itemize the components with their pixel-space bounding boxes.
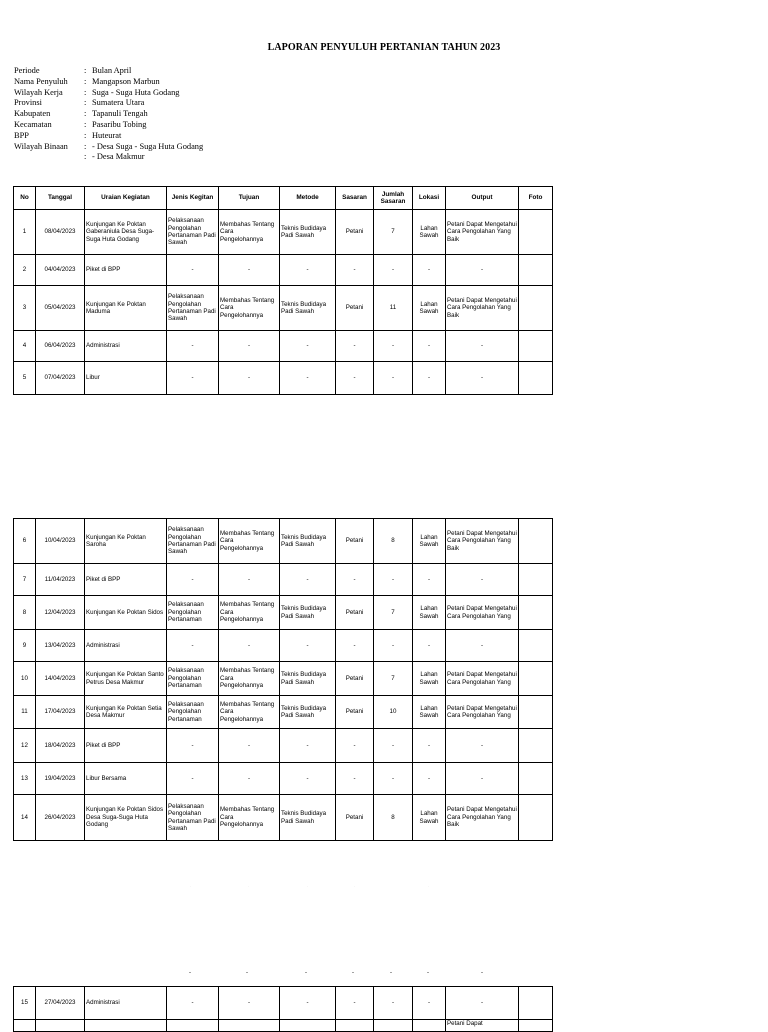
cell-tujuan: Membahas Tentang Cara Pengelohannya [219,519,280,564]
cell-lokasi: Lahan Sawah [413,596,446,630]
info-row [14,120,203,131]
info-row [14,131,203,142]
cell-foto [519,255,553,286]
cell-no: 14 [14,795,36,841]
cell-lokasi: Lahan Sawah [413,210,446,255]
cell-tanggal: 06/04/2023 [36,331,85,362]
cell-jenis: - [167,987,219,1020]
cell-jumlah: 7 [374,662,413,696]
cell-sasaran: Petani [336,662,374,696]
cell-lokasi: - [413,564,446,596]
cell-output: - [446,362,519,395]
cell-metode: Teknis Budidaya Padi Sawah [280,795,336,841]
cell-jenis: Pelaksanaan Pengolahan Pertanaman Padi Sawah [167,286,219,331]
cell-lokasi: Lahan Sawah [413,662,446,696]
cell-no: 3 [14,286,36,331]
cell-jenis: - [167,763,219,795]
cell-tanggal: 18/04/2023 [36,729,85,763]
header-jumlah: Jumlah Sasaran [374,187,413,210]
cell-jenis: - [167,255,219,286]
cell-tujuan: - [219,362,280,395]
cell-tujuan: - [219,564,280,596]
header-tanggal: Tanggal [36,187,85,210]
table-row [14,763,553,795]
cell-jumlah: - [374,564,413,596]
cell-tujuan: Membahas Tentang Cara Pengelohannya [219,210,280,255]
cell-jenis: Pelaksanaan Pengolahan Pertanaman [167,696,219,729]
info-sep: : [84,130,87,140]
cell-sasaran: Petani [336,210,374,255]
cell-no: 11 [14,696,36,729]
cell-jumlah [374,1020,413,1032]
info-label: Wilayah Kerja [14,87,63,97]
info-value: - Desa Makmur [92,152,145,162]
header-lokasi: Lokasi [413,187,446,210]
report-info [14,66,203,163]
table-row [14,795,553,841]
header-output: Output [446,187,519,210]
table-row [14,1020,553,1032]
cell-tujuan: - [219,987,280,1020]
cell-sasaran: Petani [336,286,374,331]
cell-foto [519,210,553,255]
cell-jenis [167,1020,219,1032]
info-sep: : [84,76,87,86]
cell-tujuan: Membahas Tentang Cara Pengelohannya [219,696,280,729]
cell-uraian: Kunjungan Ke Poktan Sidos Desa Suga-Suga Huta Godang [85,795,167,841]
info-row [14,109,203,120]
table-row [14,987,553,1020]
faint-mark: . [354,883,356,888]
cell-tanggal: 11/04/2023 [36,564,85,596]
table-row [14,596,553,630]
cell-uraian: Kunjungan Ke Poktan Santo Petrus Desa Makmur [85,662,167,696]
cell-metode: Teknis Budidaya Padi Sawah [280,696,336,729]
info-label: Nama Penyuluh [14,76,68,86]
cell-jenis: Pelaksanaan Pengolahan Pertanaman Padi Sawah [167,519,219,564]
cell-foto [519,987,553,1020]
cell-tujuan [219,1020,280,1032]
info-sep: : [84,119,87,129]
cell-jenis: - [167,630,219,662]
cell-output: - [446,331,519,362]
cell-lokasi: Lahan Sawah [413,795,446,841]
cell-tujuan: - [219,331,280,362]
info-value: Pasaribu Tobing [92,119,147,129]
cell-no: 8 [14,596,36,630]
cell-sasaran [336,1020,374,1032]
cell-lokasi: - [413,729,446,763]
cell-uraian: Libur Bersama [85,763,167,795]
cell-tujuan: - [219,763,280,795]
cell-output: Petani Dapat Mengetahui Cara Pengolahan Yang Baik [446,795,519,841]
cell-foto [519,763,553,795]
cell-tanggal: 14/04/2023 [36,662,85,696]
cell-uraian [85,1020,167,1032]
cell-sasaran: Petani [336,795,374,841]
cell-uraian: Piket di BPP [85,564,167,596]
cell-jumlah: - [374,362,413,395]
header-metode: Metode [280,187,336,210]
cell-foto [519,795,553,841]
info-value: Bulan April [92,66,132,75]
info-row [14,142,203,153]
info-row [14,88,203,99]
cell-no: 13 [14,763,36,795]
info-sep: : [84,109,87,119]
cell-lokasi: - [413,255,446,286]
cell-sasaran: - [336,729,374,763]
table-row [14,362,553,395]
cell-no: 9 [14,630,36,662]
cell-foto [519,662,553,696]
stray-dash: - [427,970,429,976]
header-no: No [14,187,36,210]
cell-foto [519,362,553,395]
cell-tujuan: Membahas Tentang Cara Pengelohannya [219,662,280,696]
cell-foto [519,286,553,331]
table-row [14,696,553,729]
cell-uraian: Kunjungan Ke Poktan Maduma [85,286,167,331]
cell-uraian: Kunjungan Ke Poktan Setia Desa Makmur [85,696,167,729]
cell-uraian: Administrasi [85,630,167,662]
cell-jenis: Pelaksanaan Pengolahan Pertanaman Padi Sawah [167,795,219,841]
cell-lokasi: - [413,987,446,1020]
cell-no: 6 [14,519,36,564]
header-uraian: Uraian Kegiatan [85,187,167,210]
cell-sasaran: - [336,362,374,395]
header-foto: Foto [519,187,553,210]
cell-foto [519,696,553,729]
cell-jumlah: 7 [374,210,413,255]
activity-table-1 [13,186,553,395]
cell-no: 4 [14,331,36,362]
cell-tanggal: 12/04/2023 [36,596,85,630]
cell-sasaran: - [336,255,374,286]
cell-foto [519,519,553,564]
cell-sasaran: - [336,331,374,362]
cell-tanggal [36,1020,85,1032]
info-value: Tapanuli Tengah [92,109,148,119]
cell-jumlah: - [374,763,413,795]
table-row [14,519,553,564]
cell-tanggal: 13/04/2023 [36,630,85,662]
table-row [14,286,553,331]
info-label [14,152,84,163]
info-row [14,152,203,163]
stray-dash: - [189,970,191,976]
cell-foto [519,564,553,596]
cell-metode: Teknis Budidaya Padi Sawah [280,662,336,696]
report-title: LAPORAN PENYULUH PERTANIAN TAHUN 2023 [267,42,501,53]
cell-sasaran: - [336,987,374,1020]
table-row [14,729,553,763]
cell-jenis: - [167,362,219,395]
cell-lokasi: - [413,362,446,395]
info-value: Sumatera Utara [92,98,145,108]
cell-jenis: - [167,331,219,362]
faint-mark: . [248,883,250,888]
cell-output: Petani Dapat Mengetahui Cara Pengolahan Yang Baik [446,286,519,331]
cell-metode: - [280,362,336,395]
cell-lokasi: - [413,763,446,795]
stray-dash: - [481,970,483,976]
cell-tanggal: 19/04/2023 [36,763,85,795]
cell-jumlah: - [374,331,413,362]
info-value: - Desa Suga - Suga Huta Godang [92,141,204,151]
cell-uraian: Libur [85,362,167,395]
cell-output: Petani Dapat Mengetahui Cara Pengolahan Yang [446,662,519,696]
cell-tujuan: - [219,729,280,763]
cell-jenis: Pelaksanaan Pengolahan Pertanaman [167,596,219,630]
cell-no: 7 [14,564,36,596]
stray-dash: - [246,970,248,976]
info-value: Mangapson Marbun [92,76,160,86]
header-sasaran: Sasaran [336,187,374,210]
info-label: Wilayah Binaan [14,141,68,151]
cell-output: - [446,987,519,1020]
cell-tujuan: Membahas Tentang Cara Pengelohannya [219,795,280,841]
info-row [14,66,203,77]
cell-output: - [446,729,519,763]
cell-no: 15 [14,987,36,1020]
cell-no: 10 [14,662,36,696]
cell-jumlah: 7 [374,596,413,630]
table-row [14,255,553,286]
info-sep: : [84,98,87,108]
cell-sasaran: Petani [336,596,374,630]
cell-sasaran: Petani [336,696,374,729]
info-value: Huteurat [92,130,122,140]
cell-no [14,1020,36,1032]
cell-metode [280,1020,336,1032]
stray-dash: - [390,970,392,976]
info-label: Kecamatan [14,119,52,129]
cell-lokasi: - [413,630,446,662]
cell-tanggal: 10/04/2023 [36,519,85,564]
info-label: Periode [14,66,40,75]
cell-foto [519,630,553,662]
cell-uraian: Kunjungan Ke Poktan Sidos [85,596,167,630]
cell-metode: Teknis Budidaya Padi Sawah [280,286,336,331]
cell-metode: - [280,729,336,763]
cell-foto [519,596,553,630]
cell-uraian: Piket di BPP [85,255,167,286]
cell-uraian: Administrasi [85,987,167,1020]
cell-metode: - [280,331,336,362]
cell-jumlah: - [374,987,413,1020]
cell-metode: - [280,255,336,286]
cell-uraian: Kunjungan Ke Poktan Gaberaniula Desa Suga-Suga Huta Godang [85,210,167,255]
info-value: Suga - Suga Huta Godang [92,87,180,97]
info-row [14,77,203,88]
info-sep: : [84,141,87,151]
cell-jumlah: 10 [374,696,413,729]
cell-metode: Teknis Budidaya Padi Sawah [280,596,336,630]
cell-output: Petani Dapat Mengetahui Cara Pengolahan Yang Baik [446,519,519,564]
cell-jumlah: - [374,729,413,763]
cell-metode: - [280,987,336,1020]
cell-sasaran: - [336,763,374,795]
activity-table-2 [13,518,553,841]
cell-output: Petani Dapat [446,1020,519,1032]
cell-lokasi: - [413,331,446,362]
cell-tanggal: 08/04/2023 [36,210,85,255]
cell-sasaran: - [336,564,374,596]
cell-metode: Teknis Budidaya Padi Sawah [280,519,336,564]
table-row [14,662,553,696]
faint-mark: . [428,883,430,888]
cell-metode: - [280,564,336,596]
cell-tujuan: Membahas Tentang Cara Pengelohannya [219,596,280,630]
cell-foto [519,331,553,362]
stray-dash: - [305,970,307,976]
cell-output: - [446,763,519,795]
cell-tanggal: 04/04/2023 [36,255,85,286]
cell-lokasi: Lahan Sawah [413,696,446,729]
cell-no: 12 [14,729,36,763]
cell-output: Petani Dapat Mengetahui Cara Pengolahan Yang [446,696,519,729]
cell-jumlah: - [374,630,413,662]
info-label: Provinsi [14,98,42,108]
cell-jumlah: 11 [374,286,413,331]
info-sep: : [84,87,87,97]
cell-jumlah: 8 [374,519,413,564]
stray-dash: - [352,970,354,976]
cell-jumlah: 8 [374,795,413,841]
cell-metode: Teknis Budidaya Padi Sawah [280,210,336,255]
table-row [14,331,553,362]
cell-tujuan: Membahas Tentang Cara Pengelohannya [219,286,280,331]
cell-tanggal: 17/04/2023 [36,696,85,729]
cell-jenis: Pelaksanaan Pengolahan Pertanaman [167,662,219,696]
info-label: Kabupaten [14,109,51,119]
cell-uraian: Piket di BPP [85,729,167,763]
cell-sasaran: - [336,630,374,662]
cell-tanggal: 05/04/2023 [36,286,85,331]
faint-mark: . [307,883,309,888]
cell-output: Petani Dapat Mengetahui Cara Pengolahan Yang [446,596,519,630]
cell-output: - [446,564,519,596]
cell-jenis: - [167,564,219,596]
cell-jenis: Pelaksanaan Pengolahan Pertanaman Padi Sawah [167,210,219,255]
cell-tanggal: 07/04/2023 [36,362,85,395]
cell-jenis: - [167,729,219,763]
cell-foto [519,1020,553,1032]
cell-metode: - [280,630,336,662]
cell-lokasi: Lahan Sawah [413,286,446,331]
cell-tanggal: 27/04/2023 [36,987,85,1020]
header-jenis: Jenis Kegitan [167,187,219,210]
activity-table-3 [13,986,553,1032]
cell-tujuan: - [219,630,280,662]
cell-output: Petani Dapat Mengetahui Cara Pengolahan Yang Baik [446,210,519,255]
cell-output: - [446,255,519,286]
cell-jumlah: - [374,255,413,286]
cell-lokasi: Lahan Sawah [413,519,446,564]
info-sep: : [84,66,87,75]
cell-output: - [446,630,519,662]
table-row [14,210,553,255]
cell-uraian: Kunjungan Ke Poktan Saroha [85,519,167,564]
info-label: BPP [14,130,29,140]
header-tujuan: Tujuan [219,187,280,210]
info-row [14,98,203,109]
cell-no: 2 [14,255,36,286]
table-row [14,630,553,662]
faint-mark: . [190,883,192,888]
header-row [14,187,553,210]
table-row [14,564,553,596]
cell-sasaran: Petani [336,519,374,564]
cell-foto [519,729,553,763]
cell-no: 5 [14,362,36,395]
cell-no: 1 [14,210,36,255]
cell-uraian: Administrasi [85,331,167,362]
info-sep: : [84,152,87,162]
cell-lokasi [413,1020,446,1032]
cell-tanggal: 26/04/2023 [36,795,85,841]
cell-metode: - [280,763,336,795]
cell-tujuan: - [219,255,280,286]
